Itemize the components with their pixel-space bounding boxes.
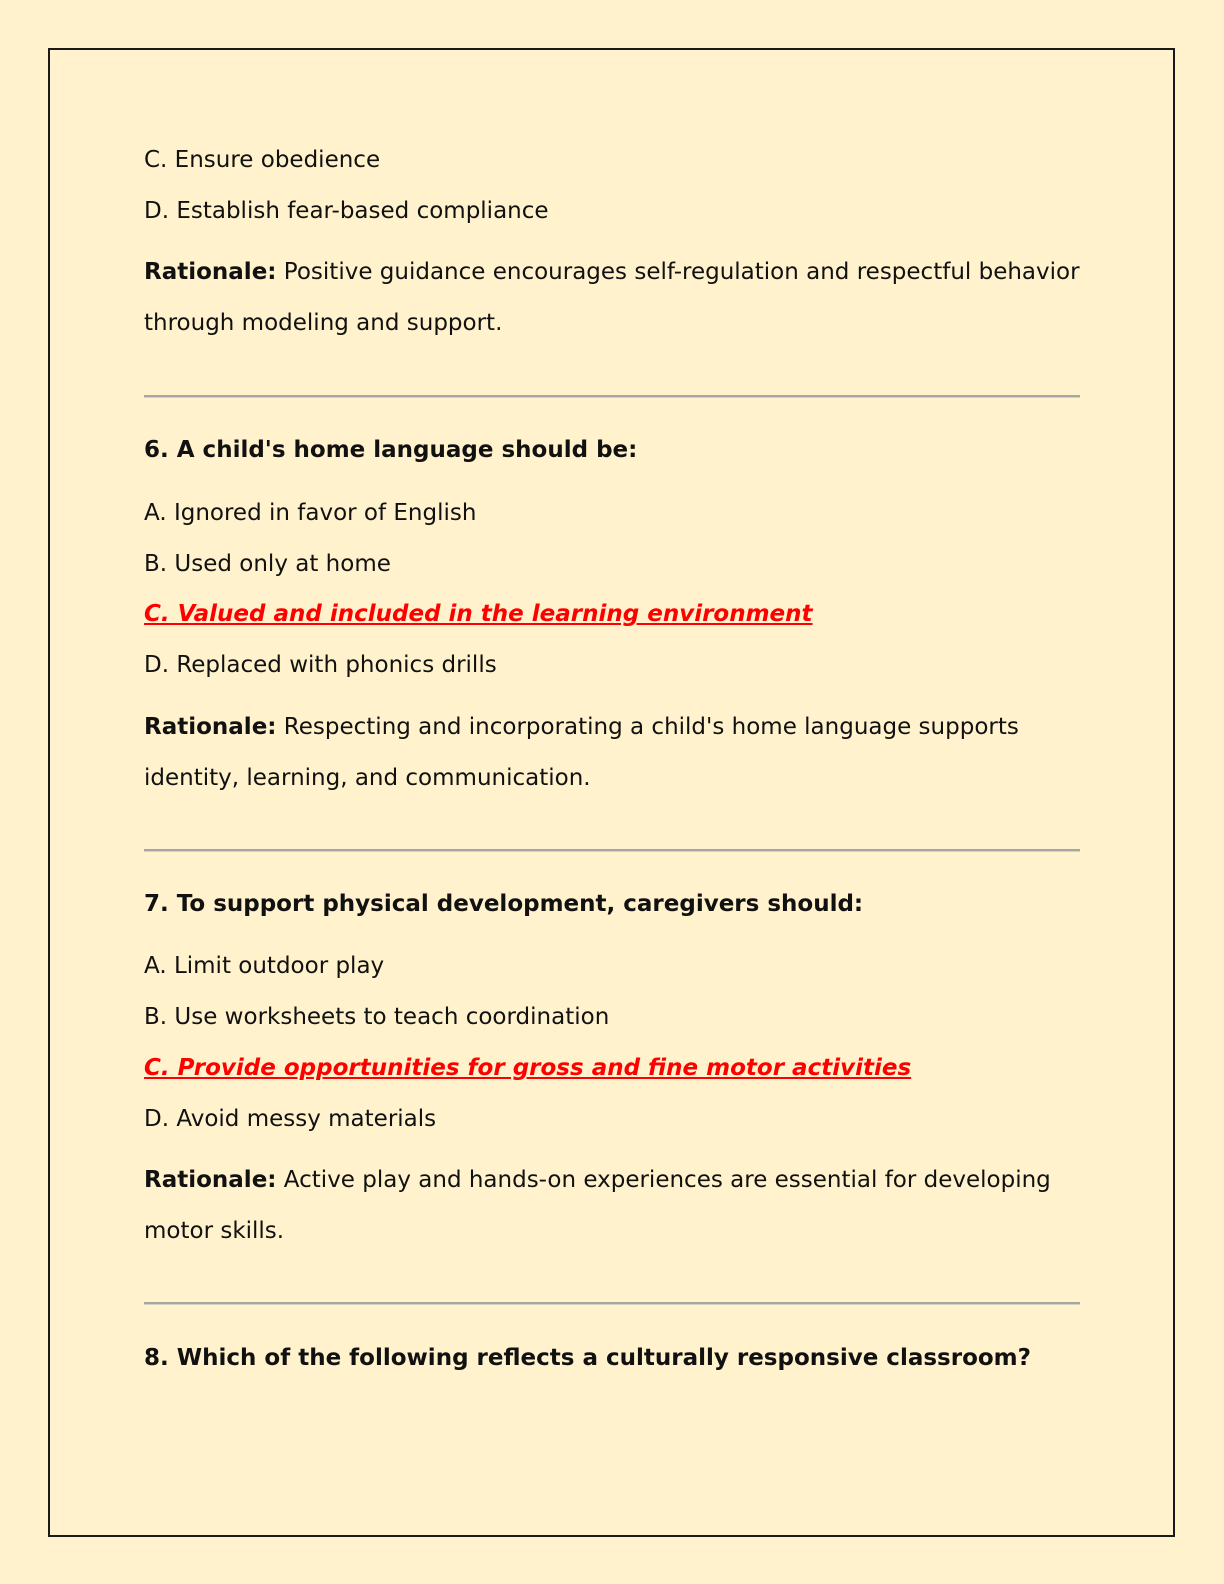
rationale-label: Rationale:	[144, 714, 277, 740]
divider	[144, 1302, 1080, 1305]
q7-option-a: A. Limit outdoor play	[144, 953, 385, 979]
option-c-prev: C. Ensure obedience	[144, 147, 381, 173]
q7-option-d: D. Avoid messy materials	[144, 1106, 437, 1132]
q6-option-d: D. Replaced with phonics drills	[144, 652, 497, 678]
divider	[144, 849, 1080, 852]
q6-option-c-correct: C. Valued and included in the learning environment	[144, 601, 813, 627]
rationale-prev	[144, 247, 1080, 349]
q6-option-a: A. Ignored in favor of English	[144, 500, 477, 526]
rationale-text: Positive guidance encourages self-regulation and respectful behavior through modeling and support.	[144, 259, 1080, 336]
option-d-prev: D. Establish fear-based compliance	[144, 198, 549, 224]
q7-option-b: B. Use worksheets to teach coordination	[144, 1004, 610, 1030]
q6-option-b: B. Used only at home	[144, 551, 391, 577]
question-7: 7. To support physical development, caregivers should:	[144, 891, 864, 917]
q7-option-c-correct: C. Provide opportunities for gross and fine motor activities	[144, 1055, 912, 1081]
rationale-text: Respecting and incorporating a child's home language supports identity, learning, and communication.	[144, 714, 1019, 791]
divider	[144, 395, 1080, 398]
q7-rationale	[144, 1155, 1080, 1257]
question-6: 6. A child's home language should be:	[144, 437, 638, 463]
rationale-label: Rationale:	[144, 259, 277, 285]
question-8: 8. Which of the following reflects a culturally responsive classroom?	[144, 1345, 1031, 1371]
rationale-label: Rationale:	[144, 1167, 277, 1193]
q6-rationale	[144, 702, 1080, 804]
rationale-text: Active play and hands-on experiences are essential for developing motor skills.	[144, 1167, 1051, 1244]
